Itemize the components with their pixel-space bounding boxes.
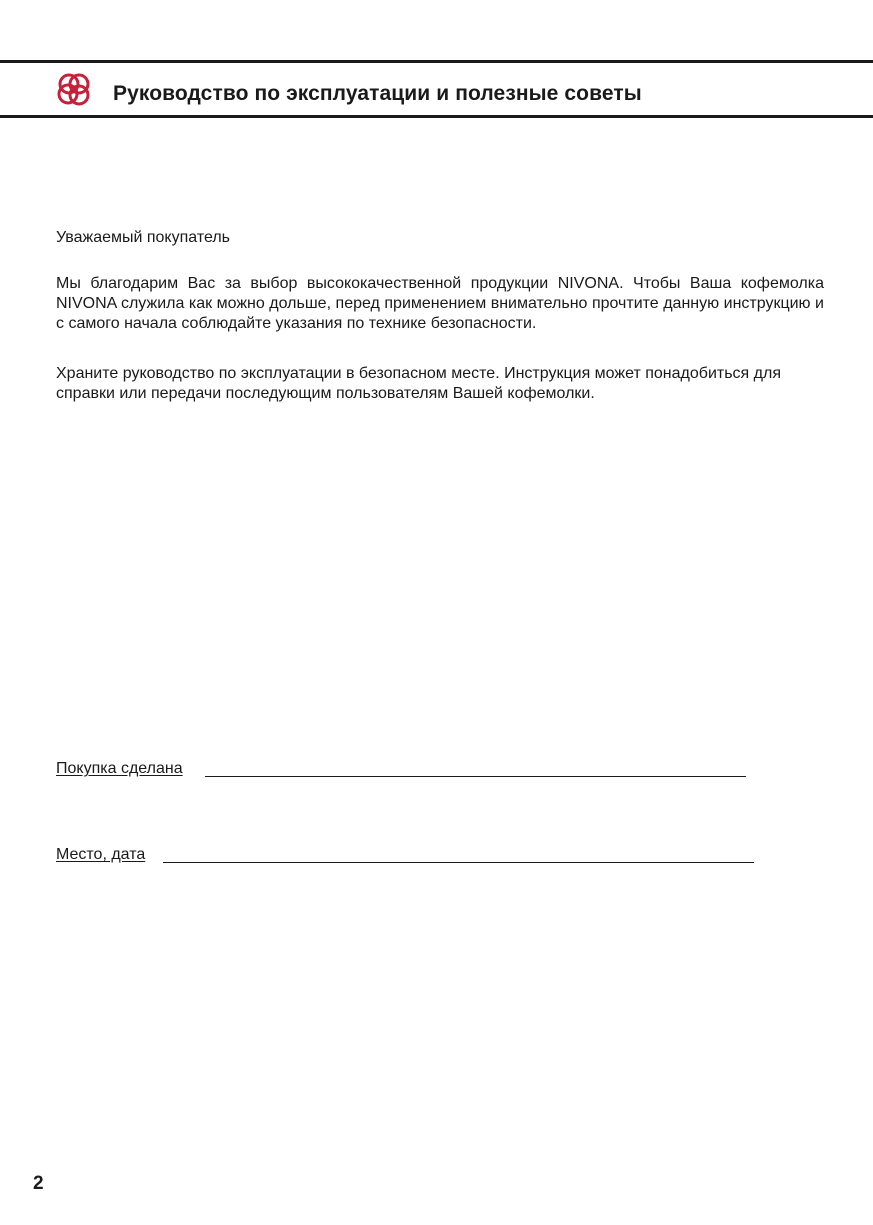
place-date-fill-line [163, 862, 754, 863]
purchase-label: Покупка сделана [56, 760, 183, 777]
header-top-rule [0, 60, 873, 63]
page-number: 2 [33, 1173, 44, 1194]
nivona-logo-icon [54, 70, 94, 110]
purchase-field [56, 759, 183, 779]
place-date-field [56, 845, 145, 865]
purchase-fill-line [205, 776, 746, 777]
thanks-paragraph: Мы благодарим Вас за выбор высококачественной продукции NIVONA. Чтобы Ваша кофемолка NIVONA служила как можно дольше, перед применением внимательно прочтите данную инструкцию и с самого начала соблюдайте указания по технике безопасности. [56, 275, 824, 332]
greeting-text: Уважаемый покупатель [56, 229, 231, 246]
header-bottom-rule [0, 115, 873, 118]
place-date-label: Место, дата [56, 846, 146, 863]
storage-paragraph: Храните руководство по эксплуатации в безопасном месте. Инструкция может понадобиться для справки или передачи последующим пользователям Вашей кофемолки. [56, 365, 781, 402]
page-title: Руководство по эксплуатации и полезные советы [113, 82, 642, 105]
